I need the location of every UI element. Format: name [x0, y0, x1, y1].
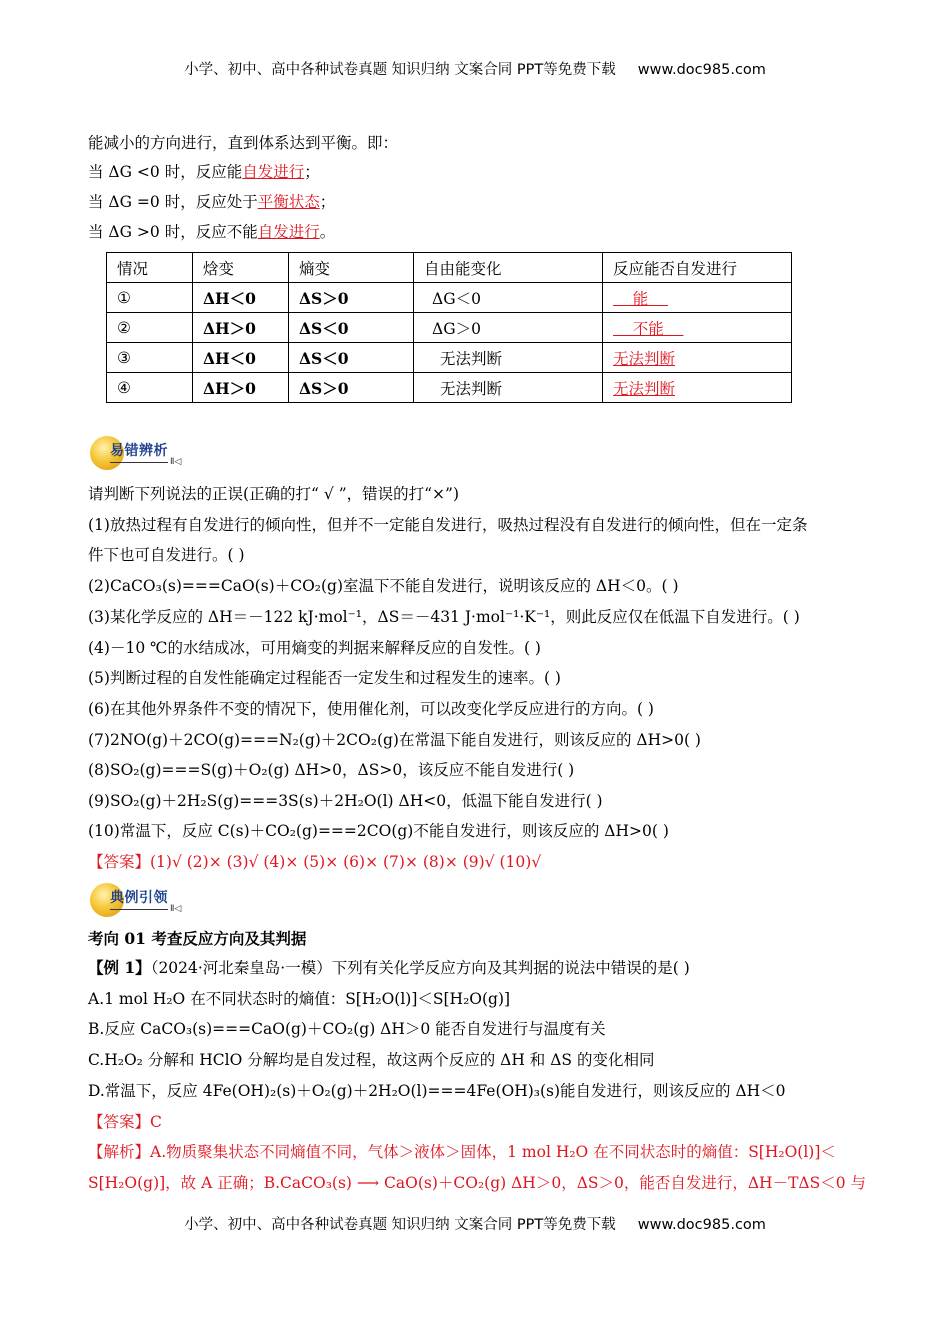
example-answer: 【答案】C — [88, 1113, 162, 1131]
intro-line: 能减小的方向进行，直到体系达到平衡。即： — [88, 134, 399, 152]
example-stem: 【例 1】（2024·河北秦皇岛·一模）下列有关化学反应方向及其判据的说法中错误的是( ) — [88, 958, 690, 977]
judge-item: (8)SO₂(g)===S(g)＋O₂(g) ΔH>0，ΔS>0，该反应不能自发进行( ) — [88, 761, 575, 779]
page-header — [0, 58, 950, 79]
header-cell: 自由能变化 — [414, 253, 603, 283]
answer-blank: 自发进行 — [242, 163, 305, 181]
table-row: ② ΔH＞0 ΔS＜0 ΔG＞0 不能 — [107, 313, 792, 343]
judge-intro: 请判断下列说法的正误(正确的打“ √ ”，错误的打“×”) — [88, 485, 460, 503]
judge-item: (4)－10 ℃的水结成冰，可用熵变的判据来解释反应的自发性。( ) — [88, 639, 541, 657]
header-cell: 熵变 — [289, 253, 414, 283]
footer-text: 小学、初中、高中各种试卷真题 知识归纳 文案合同 PPT等免费下载 — [184, 1217, 616, 1233]
judge-item: 件下也可自发进行。( ) — [88, 546, 245, 564]
topic-title: 考向 01 考查反应方向及其判据 — [88, 929, 307, 948]
table-row: ④ ΔH＞0 ΔS＞0 无法判断 无法判断 — [107, 373, 792, 403]
option-c: C.H₂O₂ 分解和 HClO 分解均是自发过程，故这两个反应的 ΔH 和 ΔS 的变化相同 — [88, 1051, 655, 1069]
condition-positive: 当 ΔG >0 时，反应不能自发进行。 — [88, 223, 336, 241]
header-url[interactable]: www.doc985.com — [637, 62, 766, 78]
header-text: 小学、初中、高中各种试卷真题 知识归纳 文案合同 PPT等免费下载 — [184, 62, 616, 78]
footer-url[interactable]: www.doc985.com — [637, 1217, 766, 1233]
section-badge-examples: 典例引领 Ⅱ◁ — [90, 883, 178, 917]
judge-item: (2)CaCO₃(s)===CaO(s)＋CO₂(g)室温下不能自发进行，说明该反应的 ΔH＜0。( ) — [88, 577, 679, 595]
condition-zero: 当 ΔG =0 时，反应处于平衡状态； — [88, 193, 336, 211]
example-tag: 【例 1】 — [88, 958, 151, 977]
table-header-row — [107, 253, 792, 283]
judge-answer: 【答案】(1)√ (2)× (3)√ (4)× (5)× (6)× (7)× (8)× (9)√ (10)√ — [88, 853, 542, 871]
judge-item: (1)放热过程有自发进行的倾向性，但并不一定能自发进行，吸热过程没有自发进行的倾向性，但在一定条 — [88, 516, 808, 534]
judge-item: (5)判断过程的自发性能确定过程能否一定发生和过程发生的速率。( ) — [88, 669, 561, 687]
analysis-line: S[H₂O(g)]，故 A 正确；B.CaCO₃(s) ⟶ CaO(s)＋CO₂(g) ΔH＞0，ΔS＞0，能否自发进行，ΔH－TΔS＜0 与 — [88, 1174, 867, 1192]
page-footer — [0, 1213, 950, 1234]
header-cell: 反应能否自发进行 — [603, 253, 792, 283]
analysis-line: 【解析】A.物质聚集状态不同熵值不同，气体＞液体＞固体，1 mol H₂O 在不同状态时的熵值：S[H₂O(l)]＜ — [88, 1143, 836, 1161]
section-badge-errors: 易错辨析 Ⅱ◁ — [90, 436, 178, 470]
option-d: D.常温下，反应 4Fe(OH)₂(s)＋O₂(g)＋2H₂O(l)===4Fe(OH)₃(s)能自发进行，则该反应的 ΔH＜0 — [88, 1082, 786, 1100]
option-a: A.1 mol H₂O 在不同状态时的熵值：S[H₂O(l)]＜S[H₂O(g)] — [88, 990, 511, 1008]
spontaneity-table — [106, 252, 792, 403]
judge-item: (7)2NO(g)＋2CO(g)===N₂(g)＋2CO₂(g)在常温下能自发进行，则该反应的 ΔH>0( ) — [88, 731, 701, 749]
condition-negative: 当 ΔG <0 时，反应能自发进行； — [88, 163, 320, 181]
judge-item: (9)SO₂(g)＋2H₂S(g)===3S(s)＋2H₂O(l) ΔH<0，低温下能自发进行( ) — [88, 792, 603, 810]
header-cell: 情况 — [107, 253, 193, 283]
table-row: ③ ΔH＜0 ΔS＜0 无法判断 无法判断 — [107, 343, 792, 373]
option-b: B.反应 CaCO₃(s)===CaO(g)＋CO₂(g) ΔH＞0 能否自发进行与温度有关 — [88, 1020, 606, 1038]
header-cell: 焓变 — [193, 253, 289, 283]
table-row: ① ΔH＜0 ΔS＞0 ΔG＜0 能 — [107, 283, 792, 313]
judge-item: (3)某化学反应的 ΔH＝－122 kJ·mol⁻¹，ΔS＝－431 J·mol⁻¹·K⁻¹，则此反应仅在低温下自发进行。( ) — [88, 608, 800, 626]
judge-item: (10)常温下，反应 C(s)＋CO₂(g)===2CO(g)不能自发进行，则该反应的 ΔH>0( ) — [88, 822, 669, 840]
judge-item: (6)在其他外界条件不变的情况下，使用催化剂，可以改变化学反应进行的方向。( ) — [88, 700, 654, 718]
answer-blank: 平衡状态 — [257, 193, 320, 211]
answer-blank: 自发进行 — [257, 223, 320, 241]
